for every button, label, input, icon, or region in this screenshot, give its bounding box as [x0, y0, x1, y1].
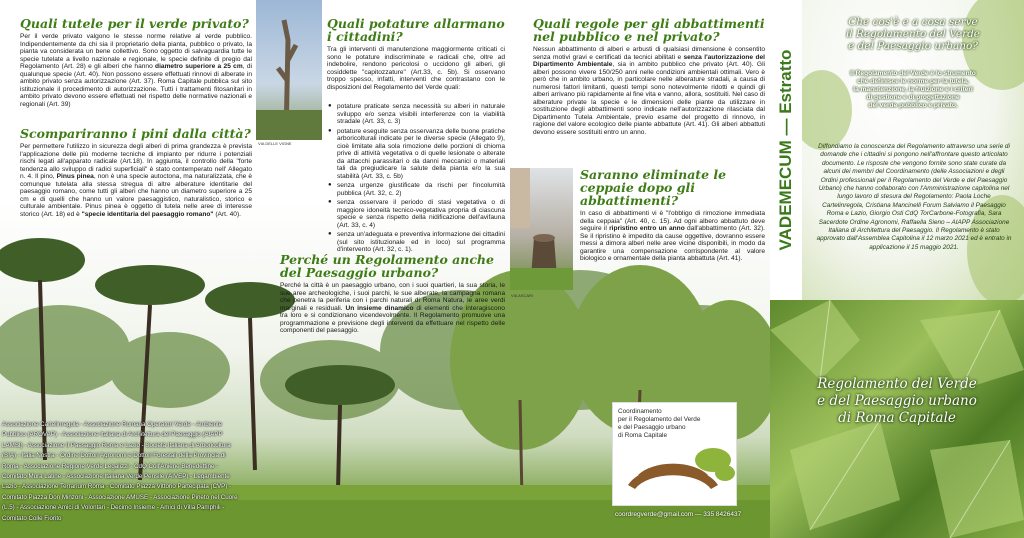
bullet-item: ● potature eseguite senza osservanza delle buone pratiche arboricolturali indicate per le diverse specie (Allegato 9), cioè limitate alla sola rimozione delle porzioni di chioma prive di attività vegetativa o di quelle lesionate o alterate da attacchi parassitari o da danni meccanici o materiali tali da pregiudicare la salute della pianta e/o la sua stabilità (Art. 33, c. 5b): [327, 128, 505, 181]
section-body: Per il verde privato valgono le stesse norme relative al verde pubblico. Indipendentemente da chi sia il proprietario della pianta, pubblico o privato, la pianta va considerata un bene collettivo. Sono oggetto di salvaguardia tutte le specie tutelate a livello nazionale e regionale, le specie definite di pregio dal Regolamento (Art. 28) e gli alberi che hanno diametro superiore a 25 cm, di qualunque specie (Art. 40). Non possono essere effettuati rinnovi di alberate in ambito privato senza autorizzazione (Art. 37). Roma Capitale pubblica sul sito istituzionale il procedimento di autorizzazione. Tutti i trattamenti fitosanitari in ambito privato devono essere effettuati nel rispetto delle normative nazionali e regionali (Art. 39): [20, 33, 252, 108]
right-body: Diffondiamo la conoscenza del Regolamento attraverso una serie di domande che i cittadini si pongono nell'affrontare questo articolato documento. Le risposte che vengono fornite sono state curate da alcuni dei membri del Coordinamento (delle Associazioni e degli Ordini professionali per il Regolamento del Verde e del Paesaggio Urbano) che hanno collaborato con l'Amministrazione capitolina nel lungo lavoro di stesura del Regolamento: Paola Loche Cartelinregola, Cristiana Mancinelli Forum Salviamo il Paesaggio Roma e Lazio, Giorgio Osti CdQ TorCarbone-Fotografia, Sara Sacerdote Ordine Agronomi, Raffaella Sieno – AIAPP Associazione Italiana di Architettura del Paesaggio. Il Regolamento è stato approvato dall'Assemblea Capitolina il 12 marzo 2021 ed è entrato in applicazione il 15 maggio 2021.: [816, 143, 1012, 251]
vademecum-label: VADEMECUM — Estratto: [776, 49, 795, 251]
section-pruning: [327, 17, 505, 91]
right-title: Che cos'è e a cosa serve il Regolamento del Verde e del Paesaggio urbano?: [845, 16, 981, 52]
bullet-list: [327, 103, 505, 254]
bullet-item: ● senza un'adeguata e preventiva informazione dei cittadini (sul sito istituzionale ed in loco) sul programma d'intervento (Art. 32, c. 1).: [327, 231, 505, 254]
photo-stump: [510, 168, 573, 290]
cover-title: Regolamento del Verde e del Paesaggio urbano di Roma Capitale: [817, 376, 977, 426]
section-title: Scompariranno i pini dalla città?: [20, 126, 251, 141]
section-felling: [533, 17, 765, 136]
section-title: Quali tutele per il verde privato?: [20, 16, 249, 31]
section-title: Perché un Regolamento anche del Paesaggio urbano?: [280, 252, 494, 280]
coordinamento-logo: [612, 402, 737, 506]
cover-panel: [770, 300, 1024, 538]
right-info-panel: [802, 0, 1024, 300]
section-title: Quali regole per gli abbattimenti nel pubblico e nel privato?: [533, 16, 765, 44]
section-body: Per permettere l'utilizzo in sicurezza degli alberi di prima grandezza è prevista l'applicazione delle più moderne tecniche di impianto per ridurre i potenziali rischi legati all'apparato radicale (Art.18). In aggiunta, il controllo della "forte tendenza allo sviluppo di radici superficiali" è stato contemperato nell' Allegato n. 4. Il pino, Pinus pinea, non è una specie autoctona, ma naturalizzata, che è comunque tutelata alla stessa stregua di altre alberature identitarie del paesaggio romano, come tutti gli alberi che hanno un diametro superiore a 25 cm e di quelli che hanno un valore paesaggistico, naturalistico, storico e culturale ambientale. Pinus pinea è oggetto di tutela nelle aree di interesse storico (Art. 18) ed è "specie identitaria del paesaggio romano" (Art. 40).: [20, 143, 252, 218]
photo-caption: VIA ASCARI: [511, 293, 534, 298]
section-stumps: [580, 168, 765, 263]
photo-caption: VIA DELLE VIGNE: [258, 141, 292, 146]
bullet-item: ● potature praticate senza necessità su alberi in naturale sviluppo e/o senza visibili interferenze con la viabilità stradale (Art. 33, c. 3): [327, 103, 505, 126]
section-title: Quali potature allarmano i cittadini?: [327, 16, 505, 44]
right-intro: Il Regolamento del Verde è lo strumento che definisce le norme per la tutela, la manutenzione, la fruizione e i criteri di gestione e di progettazione del verde pubblico e privato.: [850, 70, 976, 109]
section-landscape: [280, 253, 505, 335]
photo-pruned-tree: [256, 0, 322, 140]
contact-info: coordregverde@gmail.com — 335 8426437: [615, 511, 742, 518]
bullet-item: ● senza urgenze giustificate da rischi per l'incolumità pubblica (Art. 32, c. 2): [327, 182, 505, 197]
associations-list: Associazione Cartelinregola - Associazione Romana Operatori Verde - Ambiente Pubblico (AROVAP) - Associazione Italiana di Architettura del Paesaggio (AIAPP LAMSI) - Associazione Il Paesaggio Roma e Lazio - Società Italiana di Arboricoltura (SIA) - Italia Nostra - Ordine Dottori Agronomi e Dottori Forestali della Provincia di Roma - Associazione Regione Verde Legalizzi - CdQ Coll'Aniene Benedettine - Comitato Mura Latine - Associazione Italiana Verde Pensile (AIVEP) - Legambiente Lazio - Associazione Terrarium Roma - Comitato Piazza Vittorio Partecipata (CVP) - Comitato Piazza Don Minzoni - Associazione AMUSE - Associazione Pineto nel Cuore (L.5) - Associazione Amici di Volontari - Decimo Insieme - Amici di Villa Pamphili - Comitato Colle Fiorito: [2, 421, 238, 522]
section-body: In caso di abbattimenti vi è "l'obbligo di rimozione immediata della ceppaia" (Art. 40, c. 15). Ad ogni albero abbattuto deve seguire il ripristino entro un anno dall'abbattimento (Art. 32). Se il ripristino è impedito da cause oggettive, dovranno essere messi a dimora alberi nelle aree vicine disponibili, in modo da garantire una compensazione corrispondente al valore biologico e ornamentale della pianta abbattuta (Art. 41).: [580, 210, 765, 262]
section-title: Saranno eliminate le ceppaie dopo gli abbattimenti?: [580, 167, 727, 208]
section-pines: [20, 127, 252, 218]
bullet-item: ● senza osservare il periodo di stasi vegetativa o di maggiore idoneità tecnico-vegetativa propria di ciascuna specie e senza rispetto della nidificazione dell'avifauna (Art. 33, c. 4): [327, 199, 505, 229]
pruning-bullets: [327, 103, 505, 256]
vertical-band: [770, 0, 802, 300]
section-private-green: [20, 17, 252, 108]
assembly-icon: [613, 445, 736, 505]
logo-text: Coordinamento per il Regolamento del Verde e del Paesaggio urbano di Roma Capitale: [618, 408, 701, 439]
section-body: Perché la città è un paesaggio urbano, con i suoi quartieri, la sua storia, le sue aree archeologiche, i suoi parchi, le sue alberate, la campagna romana che penetra la periferia con i parchi naturali di Roma Natura, le aree verdi marginali e residuali. Un insieme dinamico di elementi che interagiscono tra loro e si condizionano vicendevolmente. Il Regolamento promuove una programmazione e previsione degli interventi da effettuare nel rispetto delle componenti del paesaggio.: [280, 282, 505, 334]
pruned-tree-icon: [256, 0, 322, 140]
section-body: Nessun abbattimento di alberi e arbusti di qualsiasi dimensione è consentito senza motivi gravi e certificati da tecnici abilitati e senza l'autorizzazione del Dipartimento Ambientale, sia in ambito pubblico che privato (Art. 40). Gli alberi possono vivere 150/250 anni nelle condizioni ambientali ottimali. Vero è però che in ambito urbano, in particolare nelle alberature stradali, a causa di numerosi fattori limitanti, questi tempi sono notevolmente ridotti e quindi gli alberi arrivano più rapidamente al fine vita e vanno, allora, sostituiti. Nel caso di alberature private la specie e le dimensioni delle piante da utilizzare in sostituzione degli abbattimenti sono indicate nell'autorizzazione rilasciata dal Dipartimento Tutela Ambientale, previo esame del progetto di rinnovo, in ragione del valore ecologico delle piante abbattute (Art. 41). Gli alberi abbattuti devono essere sostituiti entro un anno.: [533, 46, 765, 136]
section-body: Tra gli interventi di manutenzione maggiormente criticati ci sono le potature indiscriminate e radicali che, oltre ad indebolire, rendono pericolosi o uccidono gli alberi, gli cosiddette "capitozzature" (Art.33, c. 5b). Si osservano troppo spesso, infatti, interventi che contrastano con le disposizioni del Regolamento del Verde quali:: [327, 46, 505, 91]
stump-icon: [510, 168, 573, 290]
